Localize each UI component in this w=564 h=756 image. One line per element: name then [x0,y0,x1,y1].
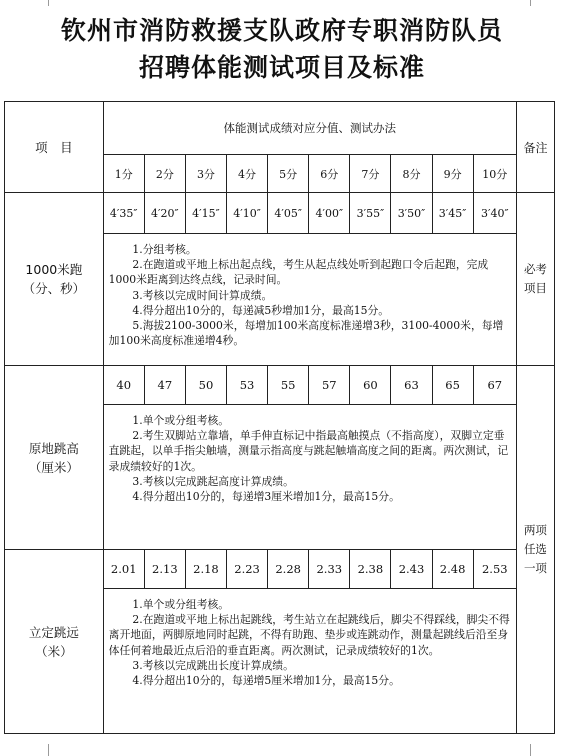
run-method-line: 1.分组考核。 [132,243,197,256]
jump-high-value-cell: 53 [227,366,268,405]
crop-mark-bottom-left [30,744,49,756]
run-values-row [5,193,555,234]
run-item-label [5,193,104,366]
jump-long-value-cell: 2.33 [309,550,350,589]
run-value-cell: 4′20″ [144,193,185,234]
run-value-cell: 4′10″ [227,193,268,234]
shared-remark-cell [516,366,554,734]
run-label-line1: 1000米跑 [25,262,83,277]
score-header-cell: 6分 [309,155,350,193]
jump-high-value-cell: 67 [473,366,516,405]
jump-high-method-line: 2.考生双脚站立靠墙，单手伸直标记中指最高触摸点（不指高度），双脚立定垂直跳起，以单手指尖触墙，测量示指高度与跳起触墙高度之间的距离。两次测试，记录成绩较好的1次。 [108,429,509,473]
run-remark-cell [516,193,554,366]
document-title-line2: 招聘体能测试项目及标准 [138,53,425,82]
header-remark-cell: 备注 [516,102,554,193]
shared-remark-line1: 两项 [523,523,547,537]
score-header-cell: 10分 [473,155,516,193]
jump-long-value-cell: 2.48 [432,550,473,589]
jump-high-value-cell: 63 [391,366,432,405]
run-value-cell: 3′45″ [432,193,473,234]
run-method-line: 5.海拔2100-3000米，每增加100米高度标准递增3秒，3100-4000米，每增加100米高度标准递增4秒。 [108,319,504,348]
run-value-cell: 4′05″ [268,193,309,234]
jump-long-value-cell: 2.23 [227,550,268,589]
score-header-cell: 8分 [391,155,432,193]
shared-remark-line2: 任选 [523,542,547,556]
jump-high-label-line1: 原地跳高 [28,440,79,456]
document-title-line1: 钦州市消防救援支队政府专职消防队员 [60,16,503,45]
header-standard-cell: 体能测试成绩对应分值、测试办法 [103,102,516,155]
run-remark-line2: 项目 [523,281,547,295]
jump-high-value-cell: 65 [432,366,473,405]
crop-mark-top-left [30,0,49,6]
crop-mark-top-right [530,0,549,6]
jump-high-method-line: 4.得分超出10分的，每递增3厘米增加1分，最高15分。 [132,490,400,504]
score-header-cell: 9分 [432,155,473,193]
jump-long-value-cell: 2.18 [185,550,226,589]
jump-long-label-line2: （米） [35,643,73,659]
score-header-cell: 2分 [144,155,185,193]
run-method-line: 2.在跑道或平地上标出起点线，考生从起点线处听到起跑口令后起跑，完成1000米距离到达终点线，记录时间。 [108,258,489,287]
run-value-cell: 3′40″ [473,193,516,234]
jump-long-method-cell [103,589,516,734]
standards-table [4,101,555,734]
jump-high-value-cell: 47 [144,366,185,405]
run-remark-line1: 必考 [523,262,547,276]
run-value-cell: 3′55″ [350,193,391,234]
run-value-cell: 3′50″ [391,193,432,234]
jump-high-value-cell: 60 [350,366,391,405]
crop-mark-bottom-right [530,744,549,756]
jump-high-method-cell [103,405,516,550]
run-method-line: 4.得分超出10分的，每递减5秒增加1分，最高15分。 [132,303,390,317]
run-value-cell: 4′15″ [185,193,226,234]
run-method-line: 3.考核以完成时间计算成绩。 [132,288,273,302]
jump-high-value-cell: 40 [103,366,144,405]
score-header-cell: 7分 [350,155,391,193]
jump-high-label-line2: （厘米） [28,459,79,475]
jump-high-value-cell: 57 [309,366,350,405]
jump-high-value-cell: 50 [185,366,226,405]
jump-long-method-line: 3.考核以完成跳出长度计算成绩。 [132,658,294,672]
jump-high-item-label [5,366,104,550]
header-row [5,102,555,155]
jump-long-method-line: 4.得分超出10分的，每递增5厘米增加1分，最高15分。 [132,674,400,688]
jump-high-value-cell: 55 [268,366,309,405]
shared-remark-line3: 一项 [523,561,547,575]
jump-long-value-cell: 2.13 [144,550,185,589]
jump-long-value-cell: 2.38 [350,550,391,589]
jump-long-method-line: 1.单个或分组考核。 [132,598,230,611]
score-header-cell: 4分 [227,155,268,193]
score-header-cell: 3分 [185,155,226,193]
jump-long-label-line1: 立定跳远 [28,624,79,640]
jump-high-method-line: 1.单个或分组考核。 [132,414,230,427]
run-label-line2: （分、秒） [22,281,86,296]
jump-long-item-label [5,550,104,734]
jump-long-value-cell: 2.01 [103,550,144,589]
score-header-cell: 5分 [268,155,309,193]
run-value-cell: 4′35″ [103,193,144,234]
jump-long-value-cell: 2.28 [268,550,309,589]
score-header-cell: 1分 [103,155,144,193]
jump-long-value-cell: 2.53 [473,550,516,589]
header-item-cell: 项 目 [5,102,104,193]
jump-high-method-line: 3.考核以完成跳起高度计算成绩。 [132,474,294,488]
jump-high-values-row [5,366,555,405]
jump-long-value-cell: 2.43 [391,550,432,589]
jump-long-values-row [5,550,555,589]
run-method-cell [103,234,516,366]
run-value-cell: 4′00″ [309,193,350,234]
jump-long-method-line: 2.在跑道或平地上标出起跳线，考生站立在起跳线后，脚尖不得踩线，脚尖不得离开地面，两脚原地同时起跳，不得有助跑、垫步或连跳动作，测量起跳线后沿至身体任何着地最近点后沿的垂直距离。两次测试，记录成绩较好的1次。 [108,613,510,657]
